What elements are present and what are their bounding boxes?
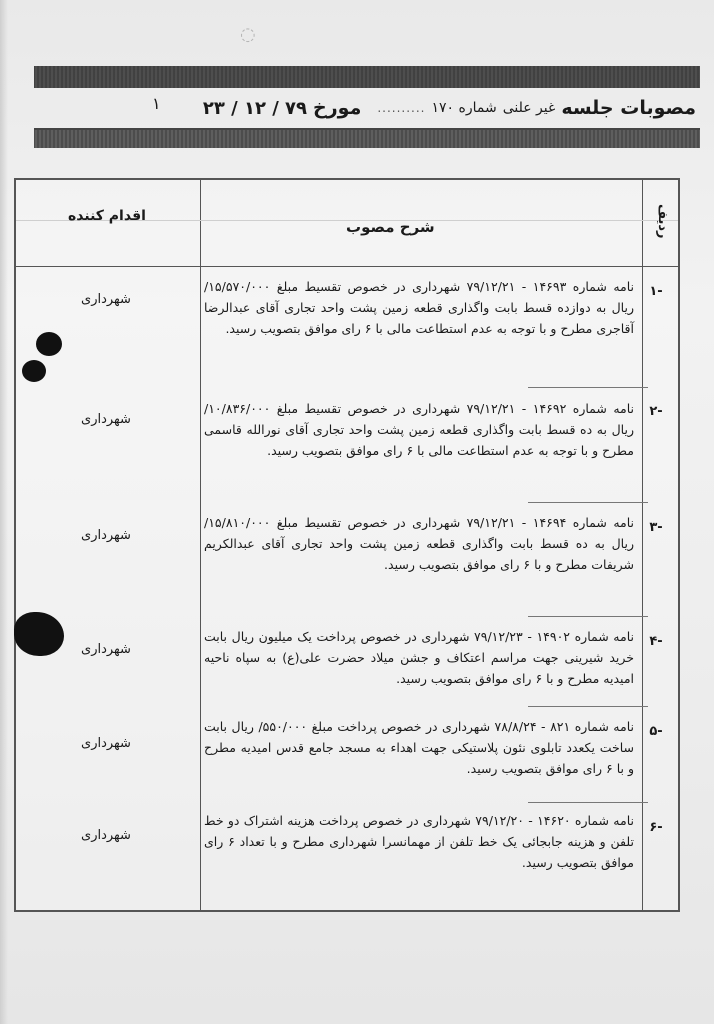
resolution-text: نامه شماره ۱۴۶۹۲ - ۷۹/۱۲/۲۱ شهرداری در خصوص تقسیط مبلغ ۱۰/۸۳۶/۰۰۰/ ریال به ده قسط بابت واگذاری قطعه زمین پشت واحد تجاری آقای نورالله قاسمی مطرح و با توجه به عدم استطاعت مالی با ۶ رای موافق بتصویب رسید. xyxy=(204,401,634,458)
column-divider xyxy=(642,180,643,910)
row-number: -۵ xyxy=(649,724,663,739)
date-label: مورخ xyxy=(313,97,362,119)
resolution-executor: شهرداری xyxy=(81,642,131,657)
header-band-top xyxy=(34,66,700,88)
row-number: -۶ xyxy=(649,820,663,835)
header-row-number: ردیف xyxy=(655,204,670,239)
punch-hole xyxy=(36,332,62,356)
header-band-bottom xyxy=(34,130,700,148)
resolution-text: نامه شماره ۸۲۱ - ۷۸/۸/۲۴ شهرداری در خصوص پرداخت مبلغ ۵۵۰/۰۰۰/ ریال بابت ساخت یکعدد تابلوی نئون پلاستیکی جهت اهداء به مسجد جامع قدس امیدیه مطرح و با ۶ رای موافق بتصویب رسید. xyxy=(204,719,634,776)
document-title: مصوبات جلسه xyxy=(561,97,696,119)
resolution-executor: شهرداری xyxy=(81,292,131,307)
dotted-leader: .......... xyxy=(377,101,426,115)
header-description: شرح مصوب xyxy=(346,218,435,236)
resolution-text: نامه شماره ۱۴۶۹۴ - ۷۹/۱۲/۲۱ شهرداری در خصوص تقسیط مبلغ ۱۵/۸۱۰/۰۰۰/ ریال به ده قسط بابت واگذاری قطعه زمین پشت واحد تجاری آقای عبدالکریم شریفات مطرح و با ۶ رای موافق بتصویب رسید. xyxy=(204,515,634,572)
torn-hole xyxy=(14,612,64,656)
row-divider xyxy=(528,387,648,388)
row-divider xyxy=(528,706,648,707)
resolution-text: نامه شماره ۱۴۶۹۳ - ۷۹/۱۲/۲۱ شهرداری در خصوص تقسیط مبلغ ۱۵/۵۷۰/۰۰۰/ ریال به دوازده قسط بابت واگذاری قطعه زمین پشت واحد تجاری آقای عبدالرضا آقاجری مطرح و با توجه به عدم استطاعت مالی با ۶ رای موافق بتصویب رسید. xyxy=(204,279,634,336)
resolution-executor: شهرداری xyxy=(81,736,131,751)
header-title-row xyxy=(34,88,700,130)
punch-hole xyxy=(22,360,46,382)
row-number: -۱ xyxy=(649,284,663,299)
resolution-text: نامه شماره ۱۴۶۲۰ - ۷۹/۱۲/۲۰ شهرداری در خصوص پرداخت هزینه اشتراک دو خط تلفن و هزینه جابجائی یک خط تلفن از مهمانسرا شهرداری مطرح و با تعداد ۶ رای موافق بتصویب رسید. xyxy=(204,813,634,870)
session-number: شماره ۱۷۰ xyxy=(431,100,497,116)
session-date: ۷۹ / ۱۲ / ۲۳ xyxy=(202,97,308,119)
row-divider xyxy=(528,802,648,803)
page-number: ۱ xyxy=(152,94,161,113)
row-number: -۲ xyxy=(649,404,663,419)
row-number: -۴ xyxy=(649,634,663,649)
column-divider xyxy=(200,180,201,910)
resolutions-table xyxy=(14,178,680,912)
row-divider xyxy=(528,616,648,617)
scan-edge-shadow xyxy=(0,0,8,1024)
resolution-text: نامه شماره ۱۴۹۰۲ - ۷۹/۱۲/۲۳ شهرداری در خصوص پرداخت یک میلیون ریال بابت خرید شیرینی جهت مراسم اعتکاف و جشن میلاد حضرت علی(ع) به سپاه ناحیه امیدیه مطرح و با ۶ رای موافق بتصویب رسید. xyxy=(204,629,634,686)
row-number: -۳ xyxy=(649,520,663,535)
resolution-executor: شهرداری xyxy=(81,412,131,427)
row-divider xyxy=(528,502,648,503)
scan-smudge: ◌ xyxy=(240,24,256,45)
resolution-executor: شهرداری xyxy=(81,528,131,543)
resolution-executor: شهرداری xyxy=(81,828,131,843)
session-type: غیر علنی xyxy=(502,100,556,116)
header-executor: اقدام کننده xyxy=(68,208,146,224)
